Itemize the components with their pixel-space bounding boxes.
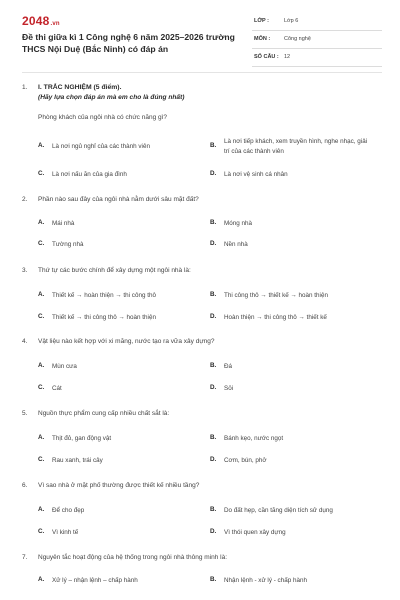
meta-row-count — [252, 49, 382, 67]
meta-row-subject — [252, 31, 382, 49]
meta-label: MÔN : — [254, 36, 271, 42]
meta-row-class — [252, 13, 382, 31]
question-text: Vật liệu nào kết hợp với xi măng, nước tạo ra vữa xây dựng? — [38, 338, 215, 345]
meta-value: Công nghệ — [284, 36, 311, 42]
question-text: Phần nào sau đây của ngôi nhà nằm dưới sâu mặt đất? — [38, 196, 199, 203]
site-logo[interactable]: 2048.vn — [22, 14, 60, 28]
exam-page: 2048.vn Đề thi giữa kì 1 Công nghệ 6 năm 2025–2026 trường THCS Nội Duệ (Bắc Ninh) có đáp án LỚP : Lớp 6 MÔN : Công nghệ SỐ CÂU : 12 1. I. TRẮC NGHIỆM (5 điểm). (Hãy lựa chọn đáp án mà em cho là đúng nhất) Phòng khách của ngôi nhà có chức năng gì? A. Là nơi ngủ nghỉ của các thành viên B. Là nơi tiếp khách, xem truyền hình, nghe nhạc, giải trí của các thành viên C. Là nơi nấu ăn của gia đình D. Là nơi vệ sinh cá nhân 2. Phần nào sau đây của ngôi nhà nằm dưới sâu mặt đất? A. Mái nhà B. Móng nhà C. Tường nhà D. Nền nhà 3. Thứ tự các bước chính để xây dựng một ngôi nhà là: A. Thiết kế → hoàn thiện → thi công thô B. Thi công thô → thiết kế → hoàn thiện C. Thiết kế → thi công thô → hoàn thiện D. Hoàn thiện → thi công thô → thiết kế 4. Vật liệu nào kết hợp với xi măng, nước tạo ra vữa xây dựng? A. Mùn cưa B. Đá C. Cát D. Sỏi 5. Nguồn thực phẩm cung cấp nhiều chất sắt là: A. Thịt đỏ, gan động vật B. Bánh kẹo, nước ngọt C. Rau xanh, trái cây D. Cơm, bún, phở 6. Vì sao nhà ở mặt phố thường được thiết kế nhiều tầng? A. Để cho đẹp B. Do đất hẹp, cần tăng diện tích sử dụng C. Vì kinh tế D. Vì thói quen xây dựng 7. Nguyên tắc hoạt động của hệ thống trong ngôi nhà thông minh là: A. Xử lý – nhận lệnh – chấp hành B. Nhận lệnh - xử lý - chấp hành — [0, 0, 400, 600]
exam-meta — [252, 13, 382, 67]
question-number: 2. — [22, 196, 28, 203]
question-number: 7. — [22, 554, 28, 561]
question-number: 4. — [22, 338, 28, 345]
question-text: Vì sao nhà ở mặt phố thường được thiết kế nhiều tầng? — [38, 482, 200, 489]
question-number: 6. — [22, 482, 28, 489]
question-number: 1. — [22, 84, 28, 91]
question-number: 3. — [22, 267, 28, 274]
meta-label: SỐ CÂU : — [254, 54, 279, 60]
meta-label: LỚP : — [254, 18, 269, 24]
question-text: Thứ tự các bước chính để xây dựng một ngôi nhà là: — [38, 267, 191, 274]
section-heading: I. TRẮC NGHIỆM (5 điểm). — [38, 84, 122, 91]
section-hint: (Hãy lựa chọn đáp án mà em cho là đúng nhất) — [38, 94, 185, 101]
header-divider — [22, 72, 382, 73]
question-text: Phòng khách của ngôi nhà có chức năng gì? — [38, 114, 168, 121]
exam-title: Đề thi giữa kì 1 Công nghệ 6 năm 2025–2026 trường THCS Nội Duệ (Bắc Ninh) có đáp án — [22, 32, 235, 54]
meta-value: Lớp 6 — [284, 18, 299, 24]
question-text: Nguyên tắc hoạt động của hệ thống trong ngôi nhà thông minh là: — [38, 554, 228, 561]
question-number: 5. — [22, 410, 28, 417]
meta-value: 12 — [284, 54, 291, 60]
question-text: Nguồn thực phẩm cung cấp nhiều chất sắt là: — [38, 410, 170, 417]
